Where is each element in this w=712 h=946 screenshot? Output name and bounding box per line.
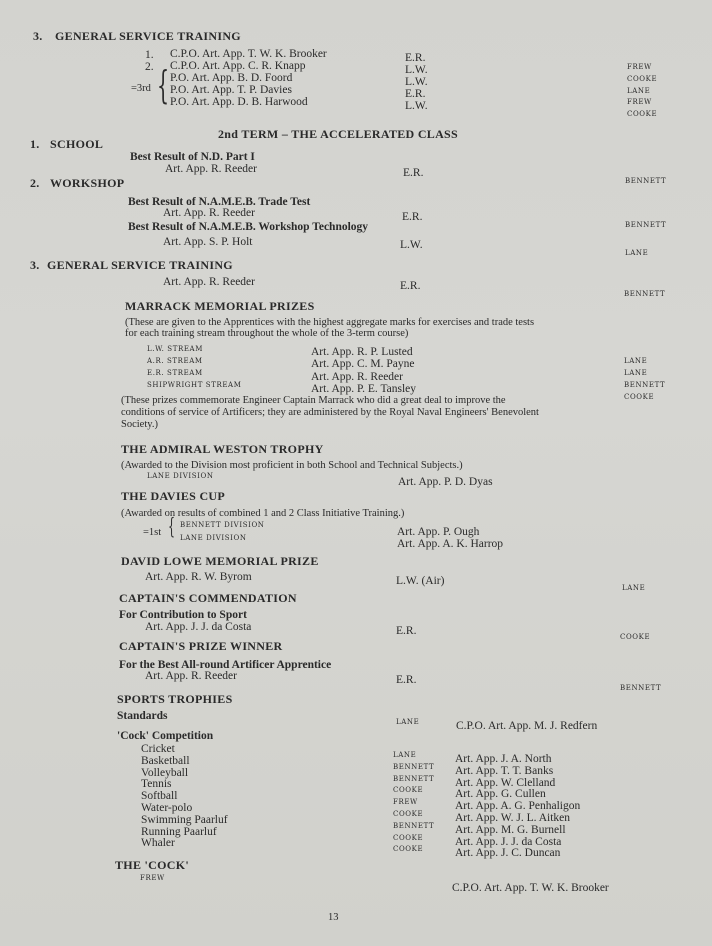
- prize-title: For the Best All-round Artificer Apprentice: [119, 659, 332, 671]
- division-label: COOKE: [627, 75, 658, 83]
- apprentice-name: Art. App. J. J. da Costa: [145, 621, 252, 633]
- division-label: COOKE: [393, 810, 424, 818]
- division-label: BENNETT: [620, 684, 662, 692]
- division-label: COOKE: [393, 845, 424, 853]
- division-label: FREW: [627, 98, 652, 106]
- event-name: Cricket: [141, 743, 175, 755]
- division-label: LANE DIVISION: [147, 472, 214, 480]
- event-name: Running Paarluf: [141, 826, 217, 838]
- apprentice-name: Art. App. C. M. Payne: [311, 358, 415, 370]
- apprentice-name: Art. App. R. Reeder: [163, 276, 255, 288]
- apprentice-name: Art. App. J. A. North: [455, 753, 552, 765]
- division-label: BENNETT: [393, 763, 435, 771]
- division-label: BENNETT: [393, 822, 435, 830]
- rank-label: 1.: [145, 49, 154, 61]
- event-name: Softball: [141, 790, 178, 802]
- stream-code: L.W. (Air): [396, 575, 445, 587]
- apprentice-name: Art. App. P. Ough: [397, 526, 480, 538]
- apprentice-name: Art. App. P. D. Dyas: [398, 476, 493, 488]
- stream-code: E.R.: [405, 52, 426, 64]
- prize-description: (Awarded on results of combined 1 and 2 Class Initiative Training.): [121, 508, 405, 519]
- section-heading: WORKSHOP: [50, 176, 125, 190]
- prize-title: For Contribution to Sport: [119, 609, 247, 621]
- division-label: FREW: [627, 63, 652, 71]
- apprentice-name: C.P.O. Art. App. M. J. Redfern: [456, 720, 598, 732]
- section-heading: GENERAL SERVICE TRAINING: [47, 258, 233, 272]
- event-name: Swimming Paarluf: [141, 814, 228, 826]
- apprentice-name: Art. App. A. K. Harrop: [397, 538, 504, 550]
- prize-description: (Awarded to the Division most proficient in both School and Technical Subjects.): [121, 460, 463, 471]
- stream-code: L.W.: [405, 100, 428, 112]
- apprentice-name: C.P.O. Art. App. C. R. Knapp: [170, 60, 306, 72]
- stream-code: E.R.: [405, 88, 426, 100]
- tie-label: =3rd: [131, 83, 151, 94]
- apprentice-name: P.O. Art. App. B. D. Foord: [170, 72, 293, 84]
- apprentice-name: Art. App. R. Reeder: [163, 207, 255, 219]
- term-heading: 2nd TERM – THE ACCELERATED CLASS: [218, 127, 459, 141]
- stream-code: E.R.: [402, 211, 423, 223]
- division-label: BENNETT: [624, 290, 666, 298]
- apprentice-name: Art. App. M. G. Burnell: [455, 824, 566, 836]
- stream-code: L.W.: [405, 76, 428, 88]
- apprentice-name: Art. App. R. W. Byrom: [145, 571, 252, 583]
- apprentice-name: Art. App. P. E. Tansley: [311, 383, 417, 395]
- division-label: BENNETT: [624, 381, 666, 389]
- division-label: BENNETT: [393, 775, 435, 783]
- prize-title: Best Result of N.A.M.E.B. Trade Test: [128, 196, 311, 208]
- stream-label: E.R. STREAM: [147, 369, 203, 377]
- prize-heading: THE ADMIRAL WESTON TROPHY: [121, 442, 324, 456]
- division-label: COOKE: [627, 110, 658, 118]
- prize-heading: CAPTAIN'S PRIZE WINNER: [119, 639, 283, 653]
- apprentice-name: Art. App. J. J. da Costa: [455, 836, 562, 848]
- division-label: LANE: [396, 718, 420, 726]
- division-label: LANE: [624, 357, 648, 365]
- division-label: LANE: [622, 584, 646, 592]
- section-number: 2.: [30, 176, 40, 190]
- stream-code: E.R.: [396, 625, 417, 637]
- section-number: 3.: [30, 258, 40, 272]
- division-label: BENNETT: [625, 221, 667, 229]
- division-label: COOKE: [393, 834, 424, 842]
- prize-heading: DAVID LOWE MEMORIAL PRIZE: [121, 554, 319, 568]
- prize-title: Best Result of N.D. Part I: [130, 151, 255, 163]
- division-label: FREW: [140, 874, 165, 882]
- event-name: Basketball: [141, 755, 190, 767]
- apprentice-name: Art. App. R. Reeder: [311, 371, 403, 383]
- apprentice-name: C.P.O. Art. App. T. W. K. Brooker: [170, 48, 327, 60]
- stream-code: E.R.: [396, 674, 417, 686]
- division-label: LANE: [625, 249, 649, 257]
- division-label: BENNETT: [625, 177, 667, 185]
- event-name: Water-polo: [141, 802, 193, 814]
- stream-label: L.W. STREAM: [147, 345, 203, 353]
- stream-label: SHIPWRIGHT STREAM: [147, 381, 242, 389]
- prize-note: (These prizes commemorate Engineer Captain Marrack who did a great deal to improve the: [121, 395, 506, 406]
- category-label: Standards: [117, 710, 168, 722]
- prize-description: (These are given to the Apprentices with the highest aggregate marks for exercises and trade tests: [125, 317, 535, 328]
- prize-description: for each training stream throughout the whole of the 3-term course): [125, 328, 409, 339]
- page-number: 13: [328, 912, 339, 923]
- prize-heading: CAPTAIN'S COMMENDATION: [119, 591, 297, 605]
- event-name: Whaler: [141, 837, 175, 849]
- event-name: Volleyball: [141, 767, 189, 779]
- tie-label: =1st: [143, 527, 162, 538]
- section-number: 1.: [30, 137, 40, 151]
- apprentice-name: Art. App. G. Cullen: [455, 788, 546, 800]
- prize-heading: THE 'COCK': [115, 858, 190, 872]
- event-name: Tennis: [141, 778, 172, 790]
- category-label: 'Cock' Competition: [117, 730, 214, 742]
- apprentice-name: Art. App. W. J. L. Aitken: [455, 812, 571, 824]
- division-label: COOKE: [624, 393, 655, 401]
- apprentice-name: P.O. Art. App. D. B. Harwood: [170, 96, 308, 108]
- stream-code: L.W.: [405, 64, 428, 76]
- apprentice-name: C.P.O. Art. App. T. W. K. Brooker: [452, 882, 609, 894]
- section-number: 3.: [33, 29, 43, 43]
- apprentice-name: P.O. Art. App. T. P. Davies: [170, 84, 292, 96]
- apprentice-name: Art. App. J. C. Duncan: [455, 847, 561, 859]
- apprentice-name: Art. App. A. G. Penhaligon: [455, 800, 581, 812]
- section-heading: SPORTS TROPHIES: [117, 692, 233, 706]
- division-label: FREW: [393, 798, 418, 806]
- division-label: LANE: [624, 369, 648, 377]
- apprentice-name: Art. App. S. P. Holt: [163, 236, 253, 248]
- division-label: LANE: [627, 87, 651, 95]
- stream-code: L.W.: [400, 239, 423, 251]
- prize-heading: MARRACK MEMORIAL PRIZES: [125, 299, 315, 313]
- stream-code: E.R.: [400, 280, 421, 292]
- division-label: LANE: [393, 751, 417, 759]
- apprentice-name: Art. App. R. Reeder: [165, 163, 257, 175]
- prize-note: conditions of service of Artificers; they are administered by the Royal Naval Engineers' Benevolent: [121, 407, 539, 418]
- section-heading: SCHOOL: [50, 137, 104, 151]
- division-label: LANE DIVISION: [180, 534, 247, 542]
- division-label: COOKE: [620, 633, 651, 641]
- apprentice-name: Art. App. R. Reeder: [145, 670, 237, 682]
- prize-heading: THE DAVIES CUP: [121, 489, 226, 503]
- section-heading: GENERAL SERVICE TRAINING: [55, 29, 241, 43]
- division-label: BENNETT DIVISION: [180, 521, 265, 529]
- apprentice-name: Art. App. T. T. Banks: [455, 765, 554, 777]
- apprentice-name: Art. App. W. Clelland: [455, 777, 556, 789]
- stream-label: A.R. STREAM: [147, 357, 203, 365]
- brace: {: [168, 515, 175, 540]
- brace: {: [157, 63, 170, 107]
- apprentice-name: Art. App. R. P. Lusted: [311, 346, 413, 358]
- prize-note: Society.): [121, 419, 158, 430]
- prize-title: Best Result of N.A.M.E.B. Workshop Technology: [128, 221, 369, 233]
- stream-code: E.R.: [403, 167, 424, 179]
- division-label: COOKE: [393, 786, 424, 794]
- rank-label: 2.: [145, 61, 154, 73]
